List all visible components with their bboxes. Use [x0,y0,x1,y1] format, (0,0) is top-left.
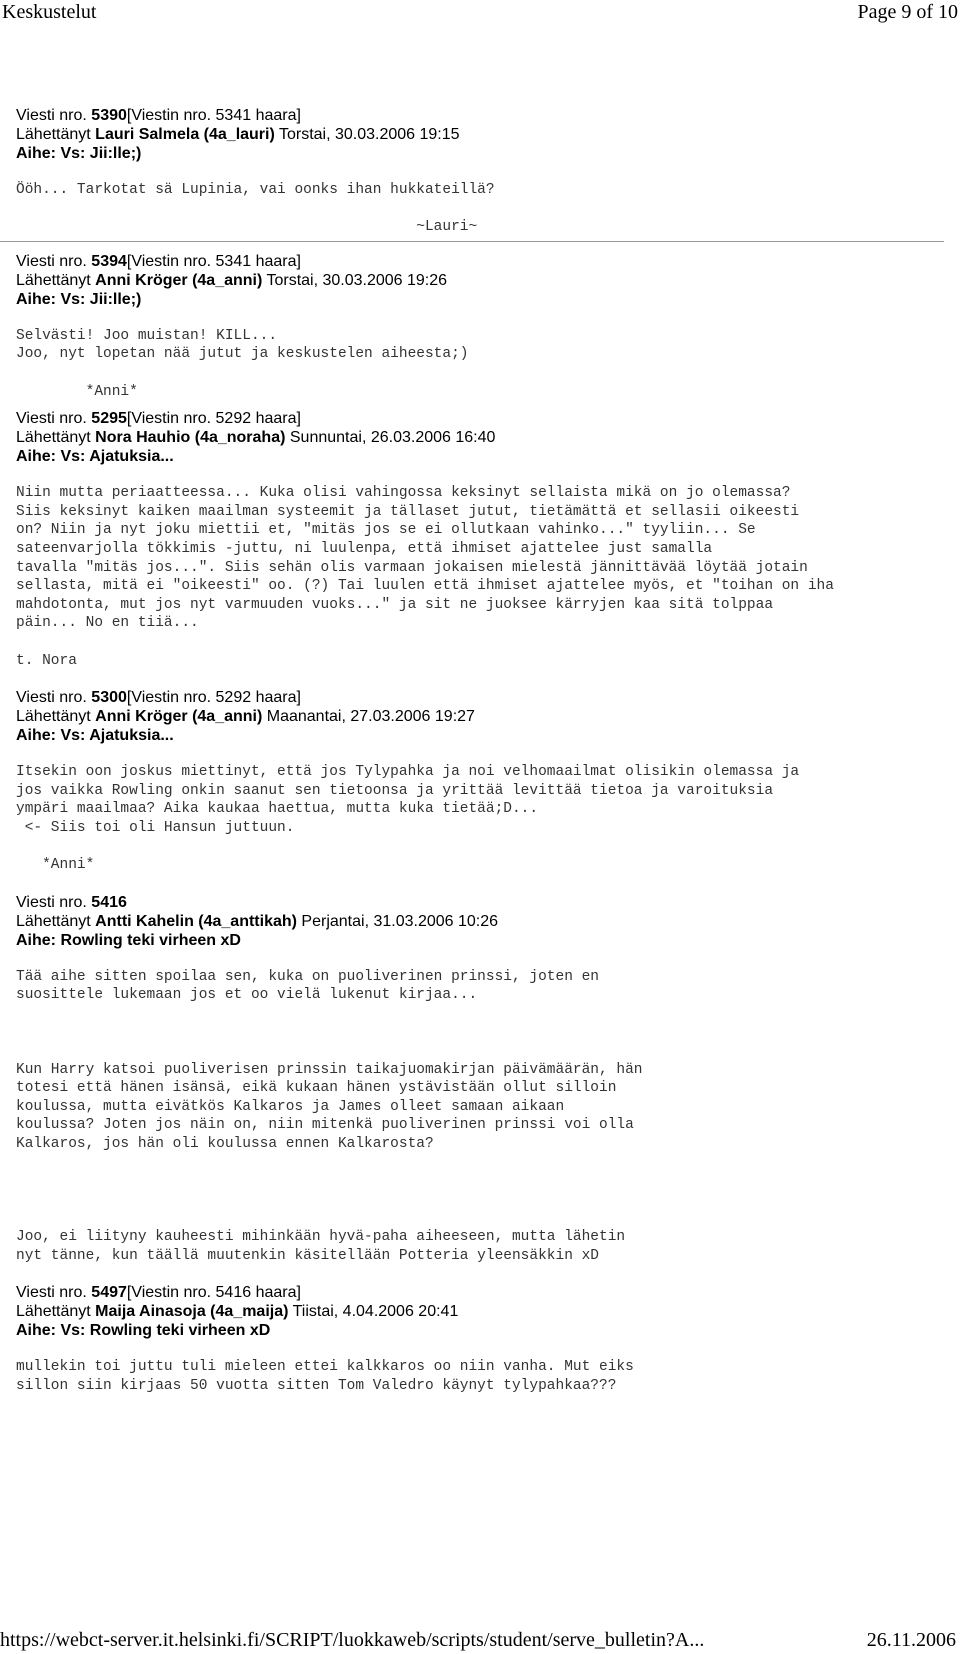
post-number-line: Viesti nro. 5295[Viestin nro. 5292 haara] [16,410,301,428]
post-number-line: Viesti nro. 5300[Viestin nro. 5292 haara] [16,689,301,707]
author-name: Nora Hauhio (4a_noraha) [95,429,286,447]
post [16,409,946,688]
post-date: Sunnuntai, 26.03.2006 16:40 [285,429,496,447]
message-number: 5416 [91,893,127,911]
author-name: Lauri Salmela (4a_lauri) [95,126,275,143]
post [16,688,946,893]
post-date: Torstai, 30.03.2006 19:15 [274,126,460,143]
message-number: 5295 [91,410,127,428]
post-date: Maanantai, 27.03.2006 19:27 [262,708,475,726]
post-subject: Aihe: Rowling teki virheen xD [16,931,241,949]
bulletin-thread [16,106,946,1395]
post-subject: Aihe: Vs: Jii:lle;) [16,145,142,162]
post-author-line: Lähettänyt Lauri Salmela (4a_lauri) Torstai, 30.03.2006 19:15 [16,126,460,143]
post [16,106,946,242]
post-body: mullekin toi juttu tuli mieleen ettei kalkkaros oo niin vanha. Mut eiks sillon siin kirjaas 50 vuotta sitten Tom Valedro käynyt tylypahkaa??? [16,1359,634,1394]
post-number-line: Viesti nro. 5390[Viestin nro. 5341 haara] [16,107,301,124]
message-number: 5300 [91,689,127,707]
branch-ref: [Viestin nro. 5292 haara] [126,689,301,707]
message-number: 5394 [91,252,127,270]
message-number: 5390 [91,107,127,124]
post-body: Tää aihe sitten spoilaa sen, kuka on puoliverinen prinssi, joten en suosittele lukemaan jos et oo vielä lukenut kirjaa... Kun Harry katsoi puoliverisen prinssin taikajuomakirjan päivämäärän, hän totesi että hänen isänsä, eikä kukaan hänen ystävistään ollut silloin koulussa, mutta eivätkös Kalkaros ja James olleet samaan aikaan koulussa? Joten jos näin on, niin mitenkä puoliverinen prinssi voi olla Kalkaros, jos hän oli koulussa ennen Kalkarosta? Joo, ei liityny kauheesti mihinkään hyvä-paha aiheeseen, mutta lähetin nyt tänne, kun täällä muutenkin käsitellään Potteria yleensäkkin xD [16,968,643,1264]
post-author-line: Lähettänyt Antti Kahelin (4a_anttikah) Perjantai, 31.03.2006 10:26 [16,912,499,930]
branch-ref: [Viestin nro. 5292 haara] [126,410,301,428]
page-number: Page 9 of 10 [857,1,958,23]
post-body: Niin mutta periaatteessa... Kuka olisi vahingossa keksinyt sellaista mikä on jo olemassa? Siis keksinyt kaiken maailman systeemit ja tällaset jutut, tietämättä et sellasii oikeesti on? Niin ja nyt joku miettii et, "mitäs jos se ei ollutkaan vahinko..." tyyliin... Se sateenvarjolla tökkimis -juttu, ni luulenpa, että ihmiset ajattelee just samalla tavalla "mitäs jos...". Siis sehän olis varmaan jokaisen mielestä jännittävää löytää jotain sellasta, mitä ei "oikeesti" oo. (?) Tai luulen että ihmiset ajattelee myös, et "toihan on iha mahdotonta, mut jos nyt varmuuden vuoks..." ja sit ne juoksee kärryjen kaa sitä tolppaa päin... No en tiiä... t. Nora [16,485,834,669]
post-date: Torstai, 30.03.2006 19:26 [262,271,448,289]
post-number-line: Viesti nro. 5394[Viestin nro. 5341 haara] [16,252,301,270]
document-title: Keskustelut [2,1,97,23]
post-date: Tiistai, 4.04.2006 20:41 [288,1303,459,1321]
post-subject: Aihe: Vs: Ajatuksia... [16,448,174,466]
post-subject: Aihe: Vs: Ajatuksia... [16,727,174,745]
branch-ref: [Viestin nro. 5341 haara] [126,252,301,270]
print-date: 26.11.2006 [866,1629,956,1651]
author-name: Anni Kröger (4a_anni) [95,708,263,726]
post-body: Itsekin oon joskus miettinyt, että jos Tylypahka ja noi velhomaailmat olisikin olemassa ja jos vaikka Rowling onkin saanut sen tietoonsa ja yrittää levittää tietoa ja varoituksia ympäri maailmaa? Aika kaukaa haettua, mutta kuka tietää;D... <- Siis toi oli Hansun juttuun. *Anni* [16,764,800,874]
post-body: Selvästi! Joo muistan! KILL... Joo, nyt lopetan nää jutut ja keskustelen aiheesta;) *Anni* [16,327,469,400]
post-author-line: Lähettänyt Anni Kröger (4a_anni) Torstai, 30.03.2006 19:26 [16,271,448,289]
post-divider [0,241,944,242]
message-number: 5497 [91,1284,127,1302]
author-name: Anni Kröger (4a_anni) [95,271,263,289]
post-date: Perjantai, 31.03.2006 10:26 [296,912,499,930]
post [16,1283,946,1395]
post-number-line: Viesti nro. 5497[Viestin nro. 5416 haara] [16,1284,301,1302]
post-author-line: Lähettänyt Anni Kröger (4a_anni) Maanantai, 27.03.2006 19:27 [16,708,475,726]
post-subject: Aihe: Vs: Jii:lle;) [16,290,142,308]
branch-ref: [Viestin nro. 5416 haara] [126,1284,301,1302]
post-subject: Aihe: Vs: Rowling teki virheen xD [16,1322,271,1340]
post-number-line: Viesti nro. 5416 [16,893,127,911]
author-name: Maija Ainasoja (4a_maija) [95,1303,289,1321]
post [16,252,946,409]
print-footer [0,1626,960,1654]
page-url: https://webct-server.it.helsinki.fi/SCRIPT/luokkaweb/scripts/student/serve_bulletin?A... [0,1629,705,1651]
print-header [0,0,960,24]
branch-ref: [Viestin nro. 5341 haara] [126,107,301,124]
author-name: Antti Kahelin (4a_anttikah) [95,912,297,930]
post-author-line: Lähettänyt Nora Hauhio (4a_noraha) Sunnuntai, 26.03.2006 16:40 [16,429,496,447]
post-author-line: Lähettänyt Maija Ainasoja (4a_maija) Tiistai, 4.04.2006 20:41 [16,1303,459,1321]
post [16,893,946,1284]
post-body: Ööh... Tarkotat sä Lupinia, vai oonks ihan hukkateillä? ~Lauri~ [16,182,495,236]
